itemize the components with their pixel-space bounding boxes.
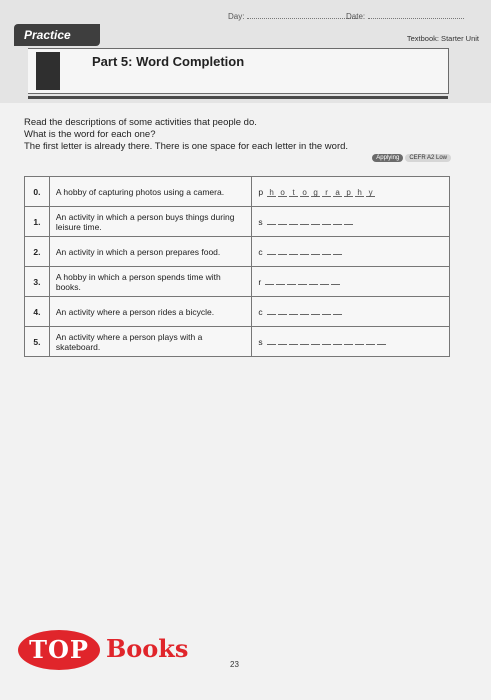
letter-blank[interactable]: [322, 217, 331, 225]
letter-blank[interactable]: [333, 337, 342, 345]
letter-blank[interactable]: [344, 217, 353, 225]
row-description: An activity in which a person prepares food.: [49, 237, 252, 267]
instruction-line-2: What is the word for each one?: [24, 129, 156, 140]
letter-blank[interactable]: [366, 337, 375, 345]
table-row: [25, 237, 450, 267]
letter-blank[interactable]: [322, 337, 331, 345]
section-number-block: [36, 52, 60, 90]
table-row: [25, 177, 450, 207]
skill-badge: Applying: [372, 154, 403, 162]
letter-blank[interactable]: h: [267, 189, 276, 197]
row-description: A hobby in which a person spends time with books.: [49, 267, 252, 297]
letter-blank[interactable]: [309, 277, 318, 285]
letter-blank[interactable]: [311, 307, 320, 315]
instruction-line-1: Read the descriptions of some activities that people do.: [24, 117, 257, 128]
row-number: 1.: [25, 207, 50, 237]
letter-blank[interactable]: [287, 277, 296, 285]
cefr-badge: CEFR A2 Low: [405, 154, 451, 162]
answer-cell[interactable]: [252, 267, 450, 297]
first-letter: c: [258, 306, 263, 317]
textbook-label: Textbook: Starter Unit: [406, 34, 479, 43]
letter-blank[interactable]: [377, 337, 386, 345]
answer-cell[interactable]: [252, 297, 450, 327]
answer-cell[interactable]: [252, 237, 450, 267]
day-label: Day:: [228, 12, 245, 21]
letter-blank[interactable]: [333, 247, 342, 255]
day-field: [228, 12, 357, 21]
answer-cell[interactable]: [252, 207, 450, 237]
letter-blank[interactable]: [300, 247, 309, 255]
letter-blank[interactable]: [333, 217, 342, 225]
first-letter: r: [258, 276, 262, 287]
row-description: A hobby of capturing photos using a camera.: [49, 177, 252, 207]
row-description: An activity in which a person buys things during leisure time.: [49, 207, 252, 237]
logo-books-text: Books: [106, 634, 189, 663]
row-number: 4.: [25, 297, 50, 327]
first-letter: s: [258, 336, 263, 347]
first-letter: c: [258, 246, 263, 257]
letter-blank[interactable]: [278, 307, 287, 315]
letter-blank[interactable]: [300, 337, 309, 345]
letter-blank[interactable]: [265, 277, 274, 285]
row-description: An activity where a person plays with a skateboard.: [49, 327, 252, 357]
row-description: An activity where a person rides a bicycle.: [49, 297, 252, 327]
letter-blank[interactable]: [278, 217, 287, 225]
section-rule: [28, 96, 448, 99]
day-line: [247, 12, 357, 19]
letter-blank[interactable]: [278, 247, 287, 255]
letter-blank[interactable]: [289, 337, 298, 345]
instruction-line-3: The first letter is already there. There is one space for each letter in the word.: [24, 141, 349, 152]
letter-blank[interactable]: r: [322, 189, 331, 197]
table-row: [25, 267, 450, 297]
date-field: [346, 12, 464, 21]
row-number: 3.: [25, 267, 50, 297]
letter-blank[interactable]: [289, 217, 298, 225]
letter-blank[interactable]: [289, 247, 298, 255]
row-number: 5.: [25, 327, 50, 357]
letter-blank[interactable]: a: [333, 189, 342, 197]
letter-blank[interactable]: [300, 217, 309, 225]
letter-blank[interactable]: [298, 277, 307, 285]
letter-blank[interactable]: g: [311, 189, 320, 197]
letter-blank[interactable]: h: [355, 189, 364, 197]
letter-blank[interactable]: o: [278, 189, 287, 197]
logo-top-text: TOP: [18, 630, 100, 670]
letter-blank[interactable]: [289, 307, 298, 315]
letter-blank[interactable]: [322, 307, 331, 315]
letter-blank[interactable]: t: [289, 189, 298, 197]
letter-blank[interactable]: [267, 307, 276, 315]
answer-cell[interactable]: [252, 327, 450, 357]
first-letter: s: [258, 216, 263, 227]
letter-blank[interactable]: [320, 277, 329, 285]
letter-blank[interactable]: [276, 277, 285, 285]
date-line: [368, 12, 464, 19]
row-number: 0.: [25, 177, 50, 207]
letter-blank[interactable]: [311, 217, 320, 225]
letter-blank[interactable]: [331, 277, 340, 285]
letter-blank[interactable]: [300, 307, 309, 315]
page-number: 23: [230, 660, 239, 669]
practice-tab: Practice: [14, 24, 100, 46]
letter-blank[interactable]: o: [300, 189, 309, 197]
letter-blank[interactable]: [333, 307, 342, 315]
date-label: Date:: [346, 12, 366, 21]
table-row: [25, 207, 450, 237]
letter-blank[interactable]: [311, 337, 320, 345]
level-badges: [372, 154, 451, 162]
letter-blank[interactable]: [278, 337, 287, 345]
letter-blank[interactable]: [322, 247, 331, 255]
letter-blank[interactable]: [267, 337, 276, 345]
letter-blank[interactable]: [355, 337, 364, 345]
table-row: [25, 297, 450, 327]
section-title: Part 5: Word Completion: [92, 54, 245, 69]
letter-blank[interactable]: [267, 247, 276, 255]
letter-blank[interactable]: [267, 217, 276, 225]
instructions: [24, 117, 348, 153]
first-letter: p: [258, 186, 264, 197]
letter-blank[interactable]: [344, 337, 353, 345]
answer-cell[interactable]: [252, 177, 450, 207]
row-number: 2.: [25, 237, 50, 267]
table-row: [25, 327, 450, 357]
word-completion-table: [24, 176, 450, 357]
letter-blank[interactable]: y: [366, 189, 375, 197]
letter-blank[interactable]: [311, 247, 320, 255]
letter-blank[interactable]: p: [344, 189, 353, 197]
